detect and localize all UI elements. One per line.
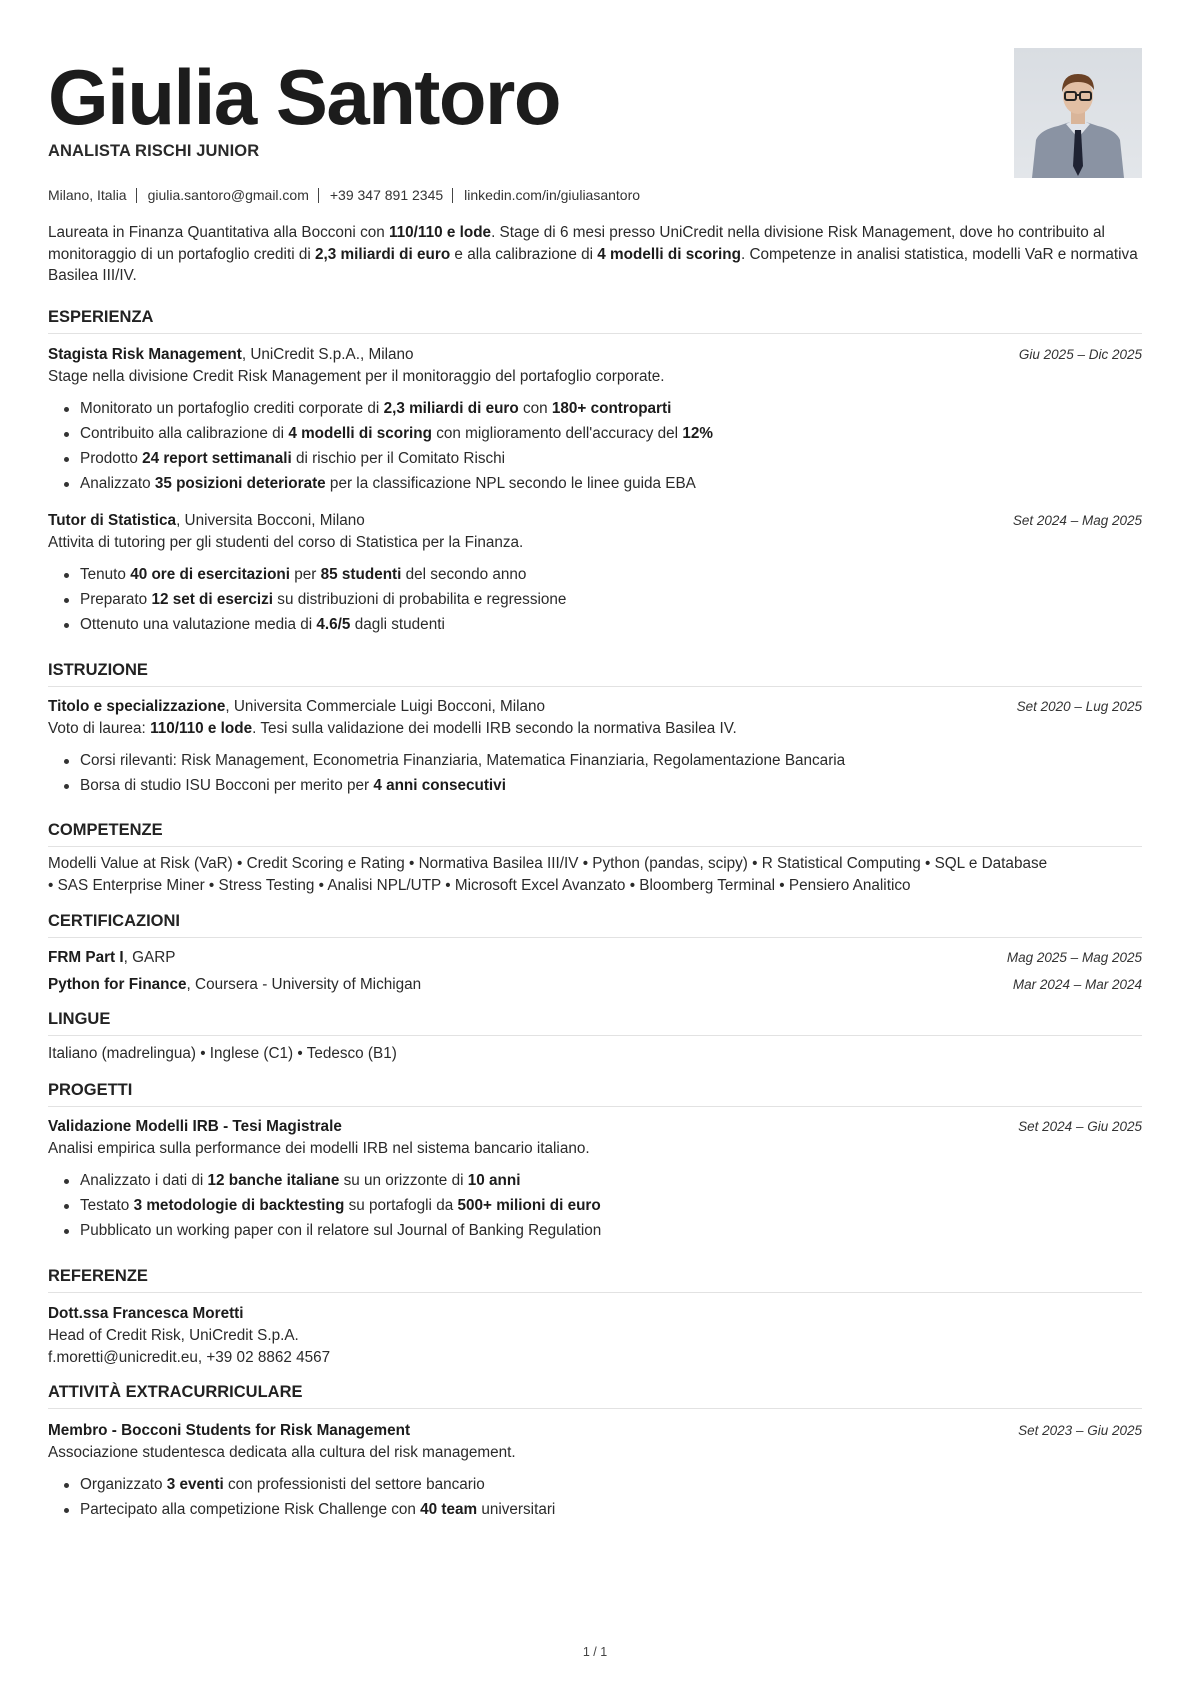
entry-bullets — [80, 396, 713, 496]
entry-bullets — [80, 1472, 555, 1522]
contact-line — [48, 187, 640, 203]
entry-date: Set 2024 – Mag 2025 — [1012, 513, 1142, 528]
cert-name: FRM Part I — [48, 949, 124, 966]
entry-date: Mar 2024 – Mar 2024 — [1012, 977, 1142, 992]
entry-org: , Universita Commerciale Luigi Bocconi, Milano — [225, 698, 546, 715]
page-number: 1 / 1 — [582, 1645, 608, 1659]
section-title-experience: ESPERIENZA — [48, 308, 1142, 334]
entry-description: Analisi empirica sulla performance dei modelli IRB nel sistema bancario italiano. — [48, 1140, 590, 1157]
person-portrait-icon — [1014, 48, 1142, 178]
section-title-skills: COMPETENZE — [48, 821, 1142, 847]
section-title-projects: PROGETTI — [48, 1081, 1142, 1107]
summary-highlight: 4 modelli di scoring — [597, 245, 741, 263]
list-item: Contribuito alla calibrazione di 4 modelli di scoring con miglioramento dell'accuracy del 12% — [80, 421, 713, 446]
education-entry-header — [48, 696, 1142, 717]
reference-position: Head of Credit Risk, UniCredit S.p.A. — [48, 1327, 299, 1344]
email-link[interactable]: giulia.santoro@gmail.com — [147, 187, 309, 203]
languages-list: Italiano (madrelingua) • Inglese (C1) • Tedesco (B1) — [48, 1045, 397, 1062]
job-title: ANALISTA RISCHI JUNIOR — [48, 142, 260, 160]
list-item: Ottenuto una valutazione media di 4.6/5 dagli studenti — [80, 612, 566, 637]
list-item: Monitorato un portafoglio crediti corporate di 2,3 miliardi di euro con 180+ controparti — [80, 396, 713, 421]
list-item: Partecipato alla competizione Risk Challenge con 40 team universitari — [80, 1497, 555, 1522]
summary-text: e alla calibrazione di — [450, 245, 598, 263]
project-entry-header — [48, 1116, 1142, 1137]
entry-date: Set 2023 – Giu 2025 — [1018, 1423, 1142, 1438]
divider — [452, 188, 453, 203]
entry-role: Membro - Bocconi Students for Risk Management — [48, 1422, 411, 1439]
phone: +39 347 891 2345 — [329, 187, 444, 203]
list-item: Organizzato 3 eventi con professionisti del settore bancario — [80, 1472, 555, 1497]
entry-bullets — [80, 748, 845, 798]
entry-description: Voto di laurea: 110/110 e lode. Tesi sulla validazione dei modelli IRB secondo la normativa Basilea IV. — [48, 720, 737, 737]
summary-text: . Competenze in analisi statistica, modelli VaR e normativa Basilea III/IV. — [48, 245, 1138, 284]
entry-bullets — [80, 562, 566, 637]
section-title-education: ISTRUZIONE — [48, 661, 1142, 687]
entry-role: Tutor di Statistica — [48, 512, 177, 529]
extracurricular-entry-header — [48, 1420, 1142, 1441]
summary-text: . Stage di 6 mesi presso UniCredit nella divisione Risk Management, dove ho contribuito al monitoraggio di un portafoglio crediti di — [48, 224, 1105, 263]
reference-contact[interactable]: f.moretti@unicredit.eu, +39 02 8862 4567 — [48, 1349, 331, 1366]
entry-date: Set 2024 – Giu 2025 — [1018, 1119, 1142, 1134]
entry-org: , UniCredit S.p.A., Milano — [241, 346, 414, 363]
summary-text: Laureata in Finanza Quantitativa alla Bocconi con — [48, 224, 389, 241]
summary-highlight: 2,3 miliardi di euro — [315, 245, 451, 263]
entry-role: Stagista Risk Management — [48, 346, 242, 363]
list-item: Analizzato i dati di 12 banche italiane su un orizzonte di 10 anni — [80, 1168, 601, 1193]
section-title-certifications: CERTIFICAZIONI — [48, 912, 1142, 938]
cert-name: Python for Finance — [48, 976, 187, 993]
list-item: Prodotto 24 report settimanali di rischio per il Comitato Rischi — [80, 446, 713, 471]
entry-date: Mag 2025 – Mag 2025 — [1006, 950, 1142, 965]
entry-org: , Universita Bocconi, Milano — [176, 512, 365, 529]
cert-issuer: , Coursera - University of Michigan — [186, 976, 422, 993]
entry-date: Set 2020 – Lug 2025 — [1016, 699, 1142, 714]
entry-role: Validazione Modelli IRB - Tesi Magistrale — [48, 1118, 342, 1135]
list-item: Preparato 12 set di esercizi su distribuzioni di probabilita e regressione — [80, 587, 566, 612]
divider — [136, 188, 137, 203]
candidate-name: Giulia Santoro — [48, 53, 561, 141]
section-title-languages: LINGUE — [48, 1010, 1142, 1036]
entry-role: Titolo e specializzazione — [48, 698, 226, 715]
list-item: Borsa di studio ISU Bocconi per merito per 4 anni consecutivi — [80, 773, 845, 798]
experience-entry-header — [48, 510, 1142, 531]
entry-date: Giu 2025 – Dic 2025 — [1018, 347, 1142, 362]
certification-entry — [48, 974, 1142, 995]
entry-description: Stage nella divisione Credit Risk Management per il monitoraggio del portafoglio corporate. — [48, 368, 665, 385]
entry-description: Associazione studentesca dedicata alla cultura del risk management. — [48, 1444, 516, 1461]
section-title-references: REFERENZE — [48, 1267, 1142, 1293]
list-item: Corsi rilevanti: Risk Management, Econometria Finanziaria, Matematica Finanziaria, Regolamentazione Bancaria — [80, 748, 845, 773]
certification-entry — [48, 947, 1142, 968]
skills-list — [48, 853, 1148, 896]
skills-line: Modelli Value at Risk (VaR) • Credit Scoring e Rating • Normativa Basilea III/IV • Python (pandas, scipy) • R Statistical Computing • SQL e Database — [48, 855, 1048, 872]
section-title-extracurricular: ATTIVITÀ EXTRACURRICULARE — [48, 1383, 1142, 1409]
entry-description: Attivita di tutoring per gli studenti del corso di Statistica per la Finanza. — [48, 534, 524, 551]
list-item: Pubblicato un working paper con il relatore sul Journal of Banking Regulation — [80, 1218, 601, 1243]
profile-summary — [48, 222, 1142, 287]
list-item: Testato 3 metodologie di backtesting su portafogli da 500+ milioni di euro — [80, 1193, 601, 1218]
list-item: Analizzato 35 posizioni deteriorate per la classificazione NPL secondo le linee guida EBA — [80, 471, 713, 496]
location: Milano, Italia — [48, 187, 127, 203]
profile-photo — [1014, 48, 1142, 178]
summary-highlight: 110/110 e lode — [389, 224, 492, 241]
divider — [318, 188, 319, 203]
cert-issuer: , GARP — [123, 949, 176, 966]
list-item: Tenuto 40 ore di esercitazioni per 85 studenti del secondo anno — [80, 562, 566, 587]
experience-entry-header — [48, 344, 1142, 365]
entry-bullets — [80, 1168, 601, 1243]
reference-name: Dott.ssa Francesca Moretti — [48, 1305, 244, 1322]
skills-line: • SAS Enterprise Miner • Stress Testing • Analisi NPL/UTP • Microsoft Excel Avanzato • Bloomberg Terminal • Pensiero Analitico — [48, 876, 911, 894]
linkedin-link[interactable]: linkedin.com/in/giuliasantoro — [464, 187, 641, 203]
